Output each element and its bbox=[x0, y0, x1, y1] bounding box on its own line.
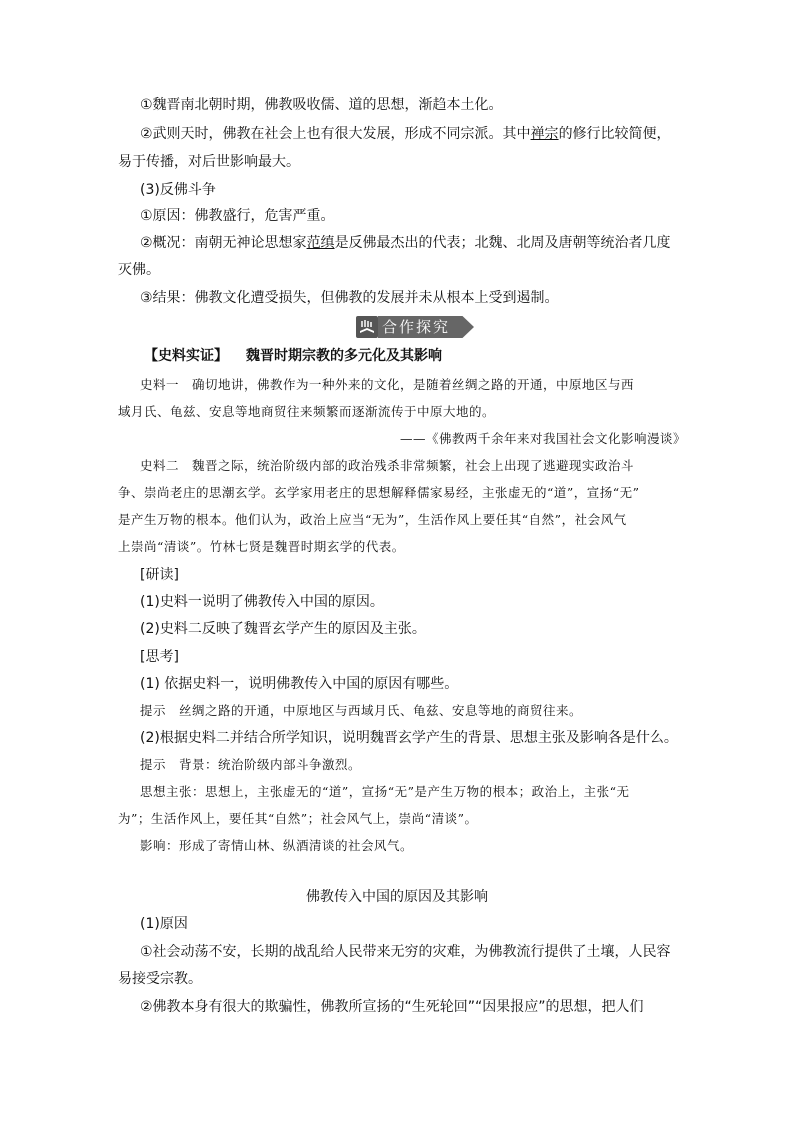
source-text-line: 是产生万物的根本。他们认为，政治上应当“无为”，生活作风上要任其“自然”，社会风气 bbox=[118, 512, 627, 527]
question-2: (2)根据史料二并结合所学知识，说明魏晋玄学产生的背景、思想主张及影响各是什么。 bbox=[140, 730, 678, 746]
paragraph-line: 灭佛。 bbox=[118, 262, 160, 278]
paragraph-line: ①魏晋南北朝时期，佛教吸收儒、道的思想，渐趋本土化。 bbox=[140, 97, 503, 113]
book-icon bbox=[356, 316, 378, 338]
source-text-line: 争、崇尚老庄的思潮玄学。玄学家用老庄的思想解释儒家易经，主张虚无的“道”，宣扬“无” bbox=[118, 485, 640, 500]
summary-line: 易接受宗教。 bbox=[118, 971, 202, 987]
answer-2-line: 提示 背景：统治阶级内部斗争激烈。 bbox=[140, 757, 362, 772]
paragraph-line: 易于传播，对后世影响最大。 bbox=[118, 154, 300, 170]
source-citation: ——《佛教两千余年来对我国社会文化影响漫谈》 bbox=[399, 431, 686, 446]
paragraph-line: ①原因：佛教盛行，危害严重。 bbox=[140, 208, 335, 224]
underlined-term: 禅宗 bbox=[530, 126, 559, 142]
study-item: (2)史料二反映了魏晋玄学产生的原因及主张。 bbox=[140, 621, 426, 637]
section-title: 魏晋时期宗教的多元化及其影响 bbox=[246, 348, 442, 364]
banner-label: 合作探究 bbox=[382, 318, 451, 336]
summary-line: ②佛教本身有很大的欺骗性，佛教所宣扬的“生死轮回”“因果报应”的思想，把人们 bbox=[140, 999, 644, 1015]
section-heading bbox=[144, 346, 684, 366]
underlined-term: 范缜 bbox=[306, 235, 335, 251]
subheading: (3)反佛斗争 bbox=[140, 182, 216, 198]
answer-2-line: 思想主张：思想上，主张虚无的“道”，宣扬“无”是产生万物的根本；政治上，主张“无 bbox=[140, 784, 630, 799]
question-1: (1) 依据史料一，说明佛教传入中国的原因有哪些。 bbox=[140, 676, 459, 692]
section-tag: 【史料实证】 bbox=[144, 348, 228, 364]
paragraph-line: ②概况：南朝无神论思想家范缜是反佛最杰出的代表；北魏、北周及唐朝等统治者几度 bbox=[140, 235, 671, 251]
summary-line: (1)原因 bbox=[140, 916, 188, 932]
study-item: (1)史料一说明了佛教传入中国的原因。 bbox=[140, 594, 384, 610]
summary-title: 佛教传入中国的原因及其影响 bbox=[306, 889, 488, 905]
source-text-line: 史料二 魏晋之际，统治阶级内部的政治残杀非常频繁，社会上出现了逃避现实政治斗 bbox=[140, 458, 635, 473]
section-banner bbox=[356, 316, 474, 338]
answer-2-line: 影响：形成了寄情山林、纵酒清谈的社会风气。 bbox=[140, 838, 414, 853]
source-text-line: 上崇尚“清谈”。竹林七贤是魏晋时期玄学的代表。 bbox=[118, 539, 405, 554]
answer-1: 提示 丝绸之路的开通，中原地区与西域月氏、龟兹、安息等地的商贸往来。 bbox=[140, 703, 583, 718]
source-text-line: 史料一 确切地讲，佛教作为一种外来的文化，是随着丝绸之路的开通，中原地区与西 bbox=[140, 377, 635, 392]
answer-2-line: 为”；生活作风上，要任其“自然”；社会风气上，崇尚“清谈”。 bbox=[118, 811, 478, 826]
think-heading: [思考] bbox=[140, 649, 179, 665]
paragraph-line: ②武则天时，佛教在社会上也有很大发展，形成不同宗派。其中禅宗的修行比较简便， bbox=[140, 126, 671, 142]
summary-line: ①社会动荡不安，长期的战乱给人民带来无穷的灾难，为佛教流行提供了土壤，人民容 bbox=[140, 944, 671, 960]
study-heading: [研读] bbox=[140, 567, 179, 583]
paragraph-line: ③结果：佛教文化遭受损失，但佛教的发展并未从根本上受到遏制。 bbox=[140, 290, 559, 306]
source-text-line: 域月氏、龟兹、安息等地商贸往来频繁而逐渐流传于中原大地的。 bbox=[118, 404, 496, 419]
